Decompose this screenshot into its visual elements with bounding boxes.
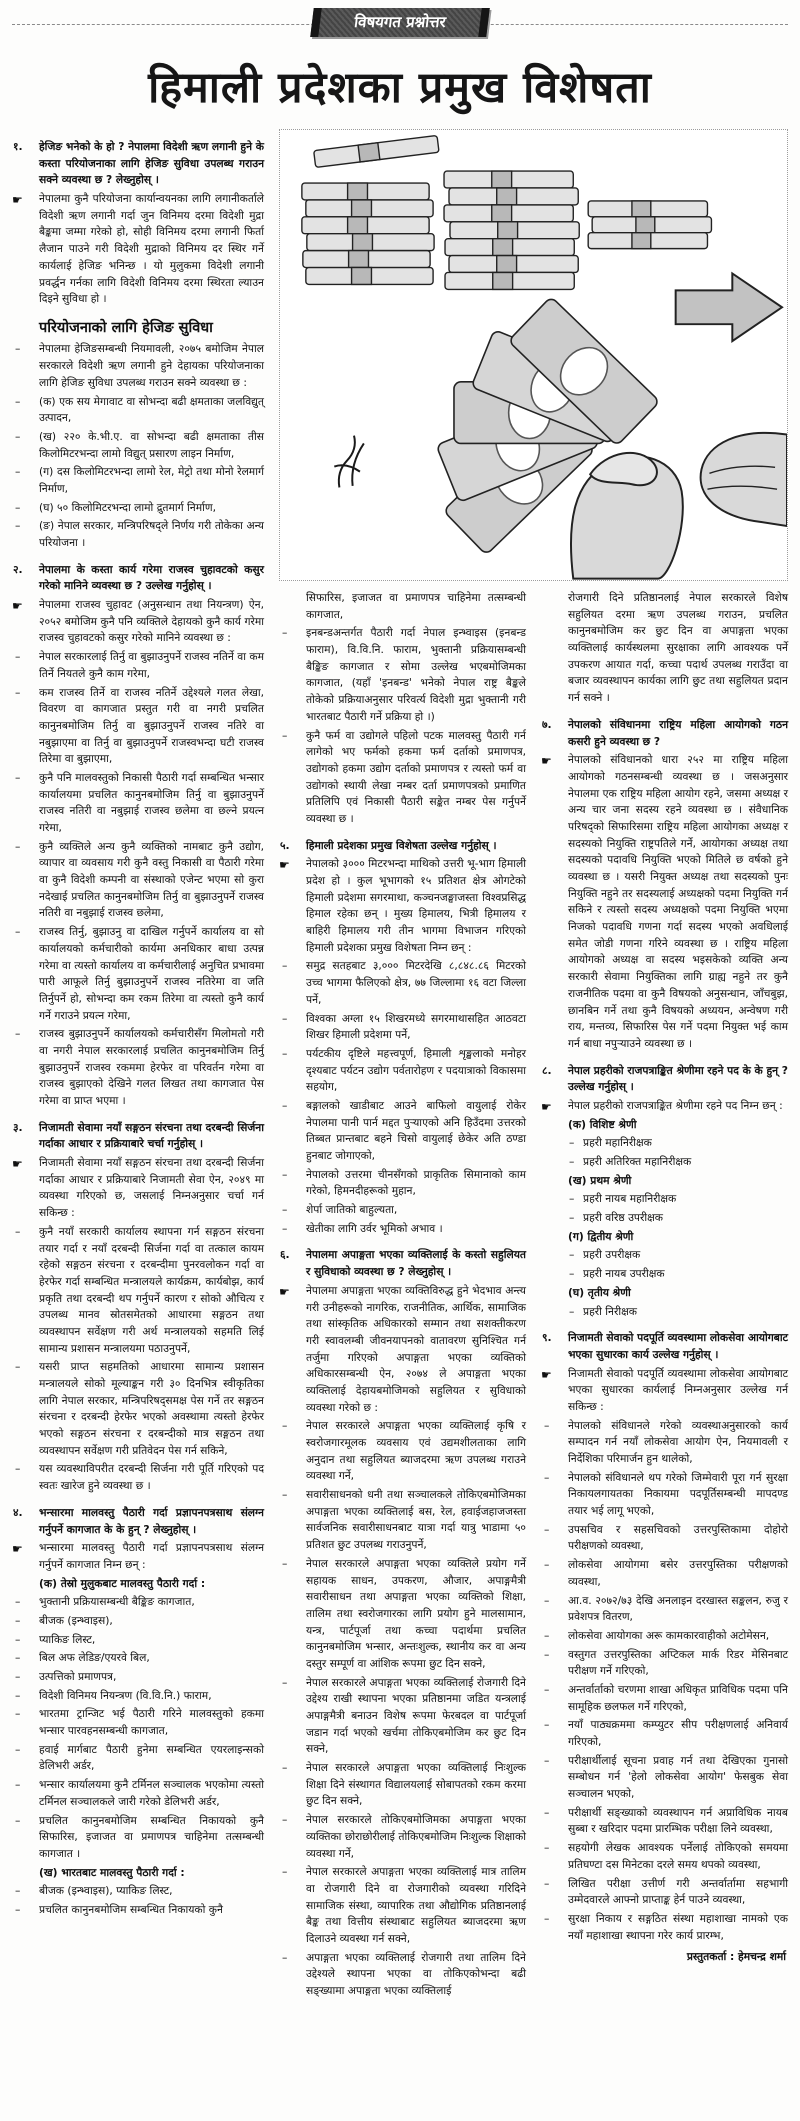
- question-item: [12, 562, 264, 595]
- dash-bullet-icon: –: [15, 1651, 21, 1665]
- dash-bullet-icon: –: [15, 1027, 21, 1041]
- dash-bullet-icon: –: [15, 839, 21, 853]
- body-text: (घ) ५० किलोमिटरभन्दा लामो द्रुतमार्ग निर्माण,: [39, 500, 217, 514]
- list-group-label: [541, 1229, 788, 1246]
- body-text: नेपाल सरकारले अपाङ्गता भएका व्यक्तिलाई निःशुल्क शिक्षा दिने संस्थागत विद्यालयलाई सोबापतको रकम करमा छुट दिन सक्ने,: [306, 1761, 526, 1808]
- dash-bullet-icon: –: [15, 1613, 21, 1627]
- masthead: [12, 8, 788, 48]
- body-text: यस व्यवस्थाविपरीत दरबन्दी सिर्जना गरी पूर्ति गरिएको पद स्वतः खारेज हुने व्यवस्था छ ।: [39, 1462, 264, 1493]
- pointing-hand-icon: ☛: [541, 1099, 552, 1114]
- dash-bullet-icon: –: [15, 1902, 21, 1916]
- bullet-item: [279, 1950, 526, 2000]
- body-text: (ग) द्वितीय श्रेणी: [568, 1229, 634, 1243]
- dash-bullet-icon: –: [15, 925, 21, 939]
- body-text: हवाई मार्गबाट पैठारी हुनेमा सम्बन्धित एयरलाइन्सको डेलिभरी अर्डर,: [39, 1742, 264, 1773]
- right-section: [279, 129, 788, 2002]
- dash-bullet-icon: –: [282, 1167, 288, 1181]
- bullet-item: [12, 649, 264, 682]
- sub-bullet-item: [541, 1191, 788, 1208]
- bullet-item: [541, 1522, 788, 1555]
- body-text: नेपाल सरकारले तोकिएबमोजिमका अपाङ्गता भएका व्यक्तिका छोराछोरीलाई तोकिएबमोजिम निःशुल्क शिक्षाको व्यवस्था गर्ने,: [306, 1813, 526, 1860]
- continued-paragraph: [541, 590, 788, 707]
- pointing-hand-icon: ☛: [541, 754, 552, 769]
- body-text: पर्यटकीय दृष्टिले महत्त्वपूर्ण, हिमाली शृङ्खलाको मनोहर दृश्यबाट पर्यटन उद्योग पर्वतारोहण र पदयात्राको विकासमा सहयोग,: [306, 1046, 526, 1094]
- pointing-hand-icon: ☛: [12, 1157, 23, 1172]
- sub-bullet-item: [541, 1266, 788, 1283]
- bullet-item: [541, 1593, 788, 1626]
- bullet-item: [279, 1675, 526, 1758]
- bullet-item: [12, 518, 264, 551]
- dash-bullet-icon: –: [282, 1203, 288, 1217]
- body-text: परीक्षार्थी सङ्ख्याको व्यवस्थापन गर्न अप्राविधिक नायब सुब्बा र खरिदार पदमा प्रारम्भिक परीक्षा लिने व्यवस्था,: [568, 1805, 788, 1836]
- bullet-item: [279, 1812, 526, 1862]
- artist-signature: [328, 433, 371, 492]
- pointing-hand-icon: ☛: [279, 858, 290, 873]
- dash-bullet-icon: –: [282, 1046, 288, 1060]
- bullet-item: [279, 1556, 526, 1673]
- question-number: ७.: [542, 717, 552, 731]
- body-text: यसरी प्राप्त सहमतिको आधारमा सामान्य प्रशासन मन्त्रालयले सोको मूल्याङ्कन गरी ३० दिनभित्र स्वीकृतिका लागि नेपाल सरकार, मन्त्रिपरिषद्समक्ष पेस गर्ने तर सङ्गठन संरचना र दरबन्दी हेरफेर भएको अवस्थामा त्यस्तो हेरफेर भएको सङ्गठन संरचना र दरबन्दीको मात्र सङ्गठन तथा व्यवस्थापन सर्वेक्षण गरी प्रतिवेदन पेस गर्न सकिने,: [39, 1360, 264, 1457]
- dash-bullet-icon: –: [15, 1884, 21, 1898]
- dash-bullet-icon: –: [15, 465, 21, 479]
- body-text: प्याकिङ लिस्ट,: [39, 1632, 96, 1646]
- dash-bullet-icon: –: [544, 1522, 550, 1536]
- body-text: नेपाल सरकारले अपाङ्गता भएका व्यक्तिलाई रोजगारी दिने उद्देश्य राखी स्थापना भएका प्रतिष्ठानमा जडित यन्त्रलाई अपाङ्गमैत्री बनाउन विशेष रूपमा फेरबदल वा पार्टपूर्जा जडान गर्दा भएको खर्चमा तोकिएबमोजिम कर छुट दिन सक्ने,: [306, 1675, 526, 1756]
- body-text: भन्सार कार्यालयमा कुनै टर्मिनल सञ्चालक भएकोमा त्यस्तो टर्मिनल सञ्चालकले जारी गरेको डेलिभरी अर्डर,: [39, 1778, 264, 1808]
- body-text: अपाङ्गता भएका व्यक्तिलाई रोजगारी तथा तालिम दिने उद्देश्यले स्थापना भएका वा तोकिएकोभन्दा बढी सङ्ख्यामा अपाङ्गता भएका व्यक्तिलाई: [306, 1950, 526, 1997]
- answer-item: [279, 1283, 526, 1417]
- answer-item: [12, 1155, 264, 1222]
- body-text: नेपालमा अपाङ्गता भएका व्यक्तिविरुद्ध हुने भेदभाव अन्त्य गरी उनीहरूको नागरिक, राजनीतिक, आर्थिक, सामाजिक तथा सांस्कृतिक अधिकारको सम्मान तथा सशक्तीकरण गरी स्वावलम्बी जीवनयापनको वातावरण सुनिश्चित गर्न तर्जुमा गरिएको अपाङ्गता भएका व्यक्तिको अधिकारसम्बन्धी ऐन, २०७४ ले अपाङ्गता भएका व्यक्तिलाई देहायबमोजिमको सहुलियत र सुविधाको व्यवस्था गरेको छ :: [306, 1283, 526, 1414]
- bullet-item: [541, 1753, 788, 1803]
- body-text: नेपालको संविधानले थप गरेको जिम्मेवारी पूरा गर्न सुरक्षा निकायलगायतका निकायमा पदपूर्तिसम्बन्धी मापदण्ड तयार भई लागू भएको,: [568, 1470, 788, 1518]
- dash-bullet-icon: –: [15, 1224, 21, 1238]
- body-text: प्रहरी नायब उपरीक्षक: [583, 1267, 665, 1281]
- body-text: नेपालको संविधानको धारा २५२ मा राष्ट्रिय महिला आयोगको गठनसम्बन्धी व्यवस्था छ । जसअनुसार नेपालमा एक राष्ट्रिय महिला आयोग रहने, जसमा अध्यक्ष र अन्य चार जना सदस्य रहने व्यवस्था छ । संवैधानिक परिषद्को सिफारिसमा राष्ट्रिय महिला आयोगका अध्यक्ष र सदस्यको नियुक्ति राष्ट्रपतिले गर्ने, आयोगका अध्यक्ष तथा सदस्यको पदावधि नियुक्ति भएको मितिले छ वर्षको हुने व्यवस्था छ । यसरी नियुक्त अध्यक्ष तथा सदस्यको पुनः नियुक्ति नहुने तर सदस्यलाई अध्यक्षको पदमा नियुक्ति गर्न सकिने र त्यस्तो सदस्य अध्यक्षको पदमा नियुक्ति भएमा निजको पदावधि गणना गर्दा सदस्य भएको अवधिलाई समेत जोडी गणना गरिने व्यवस्था छ । राष्ट्रिय महिला आयोगको अध्यक्ष वा सदस्य भइसकेको व्यक्ति अन्य सरकारी सेवामा नियुक्तिका लागि ग्राह्य नहुने तर कुनै राजनीतिक पदमा वा कुनै विषयको अनुसन्धान, जाँचबुझ, छानबिन गर्ने तथा कुनै विषयको अध्ययन, अन्वेषण गरी राय, मन्तव्य, सिफारिस पेस गर्ने पदमा नियुक्त भई काम गर्न बाधा नपुऱ्याउने व्यवस्था छ ।: [568, 753, 788, 1050]
- body-text: बीजक (इन्भ्वाइस), प्याकिङ लिस्ट,: [39, 1884, 173, 1898]
- dash-bullet-icon: –: [544, 1593, 550, 1607]
- question-number: ६.: [280, 1248, 290, 1262]
- bullet-item: [279, 625, 526, 725]
- body-text: इनबन्डअन्तर्गत पैठारी गर्दा नेपाल इन्भ्वाइस (इनबन्ड फाराम), वि.वि.नि. फाराम, भुक्तानी प्रक्रियासम्बन्धी बैङ्किङ कागजात र सोमा उल्लेख भएबमोजिमका कागजात, (यहाँ 'इनबन्ड' भनेको नेपाल राष्ट्र बैङ्कले तोकेको प्रक्रियाअनुसार परिवर्त्य विदेशी मुद्रा भुक्तानी गरी भारतबाट पैठारी गर्ने प्रक्रिया हो ।): [306, 626, 526, 723]
- dash-bullet-icon: –: [282, 1950, 288, 1964]
- body-text: निजामती सेवाको पदपूर्ति व्यवस्थामा लोकसेवा आयोगबाट भएका सुधारका कार्यलाई निम्नअनुसार उल्लेख गर्न सकिन्छ :: [568, 1366, 788, 1413]
- bullet-item: [12, 1883, 264, 1900]
- dash-bullet-icon: –: [282, 1675, 288, 1689]
- dash-bullet-icon: –: [15, 1813, 21, 1827]
- dash-bullet-icon: –: [15, 1707, 21, 1721]
- body-text: उत्पत्तिको प्रमाणपत्र,: [39, 1670, 117, 1684]
- bullet-item: [279, 1202, 526, 1219]
- body-text: रोजगारी दिने प्रतिष्ठानलाई नेपाल सरकारले विशेष सहुलियत दरमा ऋण उपलब्ध गराउन, प्रचलित कानुनबमोजिम कर छुट दिन वा अपाङ्गता भएका व्यक्तिलाई कार्यस्थलमा सुरक्षाका लागि आवश्यक पर्ने उपकरण आयात गर्दा, कच्चा पदार्थ उपलब्ध गराउँदा वा बजार व्यवस्थापन कार्यका लागि छुट तथा सहुलियत प्रदान गर्न सक्ने ।: [568, 591, 788, 705]
- body-text: प्रहरी निरीक्षक: [583, 1304, 638, 1318]
- body-text: (ङ) नेपाल सरकार, मन्त्रिपरिषद्ले निर्णय गरी तोकेका अन्य परियोजना ।: [39, 519, 264, 550]
- right-hand: [701, 433, 787, 526]
- question-item: [541, 717, 788, 750]
- bullet-item: [12, 1902, 264, 1919]
- answer-item: [541, 752, 788, 1052]
- money-counting-illustration: [279, 129, 788, 581]
- body-text: (ख) प्रथम श्रेणी: [568, 1173, 632, 1187]
- right-arrow-icon: [676, 273, 782, 341]
- dash-bullet-icon: –: [544, 1558, 550, 1572]
- answer-item: [541, 1366, 788, 1416]
- dash-bullet-icon: –: [282, 1556, 288, 1570]
- dash-bullet-icon: –: [282, 1011, 288, 1025]
- body-text: नेपालमा राजस्व चुहावट (अनुसन्धान तथा नियन्त्रण) ऐन, २०५२ बमोजिम कुनै पनि व्यक्तिले देहायको कुनै कार्य गरेमा राजस्व चुहावटको कसुर गरेको मानिने व्यवस्था छ :: [39, 598, 264, 645]
- dash-bullet-icon: –: [15, 342, 21, 356]
- body-text: सुरक्षा निकाय र सङ्गठित संस्था महाशाखा नामको एक नयाँ महाशाखा स्थापना गरेर कार्य प्रारम्भ,: [568, 1911, 788, 1942]
- body-text: नेपाल प्रहरीको राजपत्राङ्कित श्रेणीमा रहने पद निम्न छन् :: [568, 1098, 783, 1112]
- body-text: आ.व. २०७२/७३ देखि अनलाइन दरखास्त सङ्कलन, रुजु र प्रवेशपत्र वितरण,: [568, 1593, 788, 1624]
- question-number: ५.: [280, 838, 290, 852]
- body-text: लोकसेवा आयोगका अरू कामकारवाहीको अटोमेसन,: [568, 1628, 770, 1642]
- dash-bullet-icon: –: [544, 1628, 550, 1642]
- dash-bullet-icon: –: [569, 1248, 575, 1262]
- body-text: सिफारिस, इजाजत वा प्रमाणपत्र चाहिनेमा तत्सम्बन्धी कागजात,: [306, 591, 526, 621]
- pointing-hand-icon: ☛: [541, 1367, 552, 1382]
- question-text: नेपालको संविधानमा राष्ट्रिय महिला आयोगको गठन कसरी हुने व्यवस्था छ ?: [568, 717, 788, 748]
- body-text: (घ) तृतीय श्रेणी: [568, 1285, 631, 1299]
- question-item: [541, 1063, 788, 1096]
- bullet-item: [12, 464, 264, 497]
- body-text: कुनै पनि मालवस्तुको निकासी पैठारी गर्दा सम्बन्धित भन्सार कार्यालयमा प्रचलित कानुनबमोजिम तिर्नु वा बुझाउनुपर्ने राजस्व नतिरी वा नबुझाई राजस्व छलेमा वा छल्ने प्रयत्न गरेमा,: [39, 770, 264, 835]
- money-illustration-drawing: [280, 130, 787, 580]
- body-text: कुनै फर्म वा उद्योगले पहिलो पटक मालवस्तु पैठारी गर्न लागेको भए फर्मको हकमा फर्म दर्ताको प्रमाणपत्र, उद्योगको हकमा उद्योग दर्ताको प्रमाणपत्र र त्यस्तो फर्म वा उद्योगको स्थायी लेखा नम्बर दर्ता प्रमाणपत्रको प्रमाणित प्रतिलिपि एवं निकासी पैठारी सङ्केत नम्बर पेस गर्नुपर्ने व्यवस्था छ ।: [306, 728, 526, 825]
- dash-bullet-icon: –: [544, 1647, 550, 1661]
- body-text: सहयोगी लेखक आवश्यक पर्नेलाई तोकिएको समयमा प्रतिघण्टा दस मिनेटका दरले समय थपको व्यवस्था,: [568, 1841, 788, 1871]
- dash-bullet-icon: –: [544, 1841, 550, 1855]
- pointing-hand-icon: ☛: [279, 1284, 290, 1299]
- bullet-item: [541, 1682, 788, 1715]
- bullet-item: [279, 1487, 526, 1554]
- body-text: वस्तुगत उत्तरपुस्तिका अप्टिकल मार्क रिडर मेसिनबाट परीक्षण गर्ने गरिएको,: [568, 1647, 788, 1678]
- bullet-item: [12, 1777, 264, 1810]
- sub-bullet-item: [541, 1304, 788, 1321]
- body-text: विश्वका अग्ला १५ शिखरमध्ये सगरमाथासहित आठवटा शिखर हिमाली प्रदेशमा पर्ने,: [306, 1011, 526, 1042]
- dash-bullet-icon: –: [569, 1304, 575, 1318]
- sub-bullet-item: [541, 1210, 788, 1227]
- bullet-item: [12, 1224, 264, 1358]
- body-text: नेपाल सरकारले अपाङ्गता भएका व्यक्तिले प्रयोग गर्ने सहायक साधन, उपकरण, औजार, अपाङ्गमैत्री सवारीसाधन तथा अपाङ्गता भएका व्यक्तिको शिक्षा, तालिम तथा स्वरोजगारका लागि प्रयोग हुने मालसामान, यन्त्र, पार्टपूर्जा तथा कच्चा पदार्थमा प्रचलित कानुनबमोजिम भन्सार, अन्तःशुल्क, स्थानीय कर वा अन्य दस्तुर सम्पूर्ण वा आंशिक रूपमा छुट दिन सक्ने,: [306, 1556, 526, 1670]
- question-number: १.: [13, 140, 23, 153]
- dash-bullet-icon: –: [544, 1876, 550, 1890]
- body-text: नेपाल सरकारलाई तिर्नु वा बुझाउनुपर्ने राजस्व नतिर्ने वा कम तिर्ने नियतले कुनै काम गरेमा,: [39, 650, 264, 680]
- body-text: (क) विशिष्ट श्रेणी: [568, 1117, 637, 1131]
- presenter-credit: [541, 1949, 788, 1966]
- dash-bullet-icon: –: [282, 1098, 288, 1112]
- bullet-item: [279, 1167, 526, 1200]
- dash-bullet-icon: –: [569, 1192, 575, 1206]
- question-item: [12, 139, 264, 189]
- bullet-item: [12, 1461, 264, 1494]
- body-text: परियोजनाको लागि हेजिङ सुविधा: [39, 319, 213, 336]
- dash-bullet-icon: –: [15, 1462, 21, 1476]
- dash-bullet-icon: –: [569, 1155, 575, 1168]
- body-text: राजस्व बुझाउनुपर्ने कार्यालयको कर्मचारीसँग मिलोमतो गरी वा नगरी नेपाल सरकारलाई प्रचलित कानुनबमोजिम तिर्नु बुझाउनुपर्ने राजस्व रकममा हेरफेर वा परिवर्तन गरेमा वा राजस्व बुझाएको देखिने गलत लिखत तथा कागजात पेस गरेमा वा प्राप्त भएमा ।: [39, 1027, 264, 1108]
- body-text: कुनै नयाँ सरकारी कार्यालय स्थापना गर्न सङ्गठन संरचना तयार गर्दा र नयाँ दरबन्दी सिर्जना गर्दा वा तत्काल कायम रहेको सङ्गठन संरचना र दरबन्दीमा पुनरवलोकन गर्दा वा हेरफेर गर्दा सम्बन्धित मन्त्रालयले कार्यक्रम, कार्यबोझ, कार्य प्रकृति तथा दरबन्दी थप गर्नुपर्ने कारण र सोको औचित्य र उपलब्ध मानव स्रोतसमेतको आधारमा सङ्गठन तथा व्यवस्थापन सर्वेक्षण गरी अर्थ मन्त्रालयको सहमति लिई सामान्य प्रशासन मन्त्रालयमा पठाउनुपर्ने,: [39, 1224, 264, 1355]
- answer-item: [12, 1540, 264, 1573]
- continued-paragraph: [279, 590, 526, 623]
- question-text: निजामती सेवामा नयाँ सङ्गठन संरचना तथा दरबन्दी सिर्जना गर्दाका आधार र प्रक्रियाबारे चर्चा गर्नुहोस् ।: [39, 1120, 264, 1151]
- body-text: भारतमा ट्रान्जिट भई पैठारी गरिने मालवस्तुको हकमा भन्सार पारवहनसम्बन्धी कागजात,: [39, 1707, 264, 1738]
- dash-bullet-icon: –: [15, 650, 21, 664]
- sub-bullet-item: [541, 1247, 788, 1264]
- dash-bullet-icon: –: [282, 1488, 288, 1502]
- bullet-item: [12, 1688, 264, 1705]
- body-text: बिल अफ लेडिङ/एयरवे बिल,: [39, 1651, 150, 1665]
- bullet-item: [279, 1221, 526, 1238]
- dash-bullet-icon: –: [282, 1221, 288, 1235]
- question-item: [541, 1330, 788, 1363]
- question-number: ३.: [13, 1120, 23, 1134]
- bullet-item: [541, 1628, 788, 1645]
- section-badge: [310, 8, 490, 37]
- body-text: नेपालको संविधानले गरेको व्यवस्थाअनुसारको कार्य सम्पादन गर्न नयाँ लोकसेवा आयोग ऐन, नियमावली र निर्देशिका परिमार्जन हुन थालेको,: [568, 1418, 788, 1465]
- bullet-item: [279, 1418, 526, 1485]
- body-text: नेपालको उत्तरमा चीनसँगको प्राकृतिक सिमानाको काम गरेको, हिमनदीहरूको मुहान,: [306, 1167, 526, 1198]
- question-text: हेजिङ भनेको के हो ? नेपालमा विदेशी ऋण लगानी हुने के कस्ता परियोजनाका लागि हेजिङ सुविधा उपलब्ध गराउन सक्ने व्यवस्था छ ? लेख्नुहोस् ।: [39, 140, 264, 187]
- bullet-item: [279, 1046, 526, 1096]
- bullet-item: [279, 1864, 526, 1947]
- body-text: लिखित परीक्षा उत्तीर्ण गरी अन्तर्वार्तामा सहभागी उम्मेदवारले आफ्नो प्राप्ताङ्क हेर्न पाउने व्यवस्था,: [568, 1876, 788, 1907]
- question-item: [12, 1120, 264, 1153]
- body-text: (क) तेस्रो मुलुकबाट मालवस्तु पैठारी गर्दा :: [39, 1576, 206, 1590]
- lower-columns: [279, 590, 788, 2002]
- bullet-item: [541, 1911, 788, 1944]
- body-text: सवारीसाधनको धनी तथा सञ्चालकले तोकिएबमोजिमका अपाङ्गता भएका व्यक्तिलाई बस, रेल, हवाईजहाजजस्ता सार्वजनिक सवारीसाधनबाट यात्रा गर्दा यात्रु भाडामा ५० प्रतिशत छुट उपलब्ध गराउनुपर्ने,: [306, 1488, 526, 1552]
- dash-bullet-icon: –: [15, 1595, 21, 1609]
- bullet-item: [12, 924, 264, 1024]
- body-text: नेपाल सरकारले अपाङ्गता भएका व्यक्तिलाई मात्र तालिम वा रोजगारी दिने वा रोजगारीको व्यवस्था गरिदिने सामाजिक संस्था, व्यापारिक तथा औद्योगिक प्रतिष्ठानलाई बैङ्क तथा वित्तीय संस्थाबाट सहुलियत ब्याजदरमा ऋण दिलाउने व्यवस्था गर्न सक्ने,: [306, 1865, 526, 1945]
- body-text: अन्तर्वार्ताको चरणमा शाखा अधिकृत प्राविधिक पदमा पनि सामूहिक छलफल गर्ने गरिएको,: [568, 1682, 788, 1713]
- question-text: हिमाली प्रदेशका प्रमुख विशेषता उल्लेख गर्नुहोस् ।: [306, 838, 497, 852]
- dash-bullet-icon: –: [544, 1911, 550, 1925]
- body-text: निजामती सेवामा नयाँ सङ्गठन संरचना तथा दरबन्दी सिर्जना गर्दाका आधार र प्रक्रियाबारे निजामती सेवा ऐन, २०४९ मा व्यवस्था गरिएको छ, जसलाई निम्नअनुसार चर्चा गर्न सकिन्छ :: [39, 1156, 264, 1220]
- bullet-item: [12, 1706, 264, 1739]
- dash-bullet-icon: –: [15, 394, 21, 408]
- question-text: निजामती सेवाको पदपूर्ति व्यवस्थामा लोकसेवा आयोगबाट भएका सुधारका कार्य उल्लेख गर्नुहोस् ।: [568, 1331, 788, 1361]
- body-text: (ख) २२० के.भी.ए. वा सोभन्दा बढी क्षमताका तीस किलोमिटरभन्दा लामो विद्युत् प्रसारण लाइन निर्माण,: [39, 429, 264, 460]
- bullet-item: [12, 500, 264, 517]
- body-text: नेपालमा हेजिङसम्बन्धी नियमावली, २०७५ बमोजिम नेपाल सरकारले विदेशी ऋण लगानी हुने देहायका परियोजनाका लागि हेजिङ सुविधा उपलब्ध गराउन सक्ने व्यवस्था छ :: [39, 342, 264, 389]
- dash-bullet-icon: –: [282, 1419, 288, 1433]
- question-number: ४.: [13, 1505, 23, 1519]
- question-text: नेपाल प्रहरीको राजपत्राङ्कित श्रेणीमा रहने पद के के हुन् ? उल्लेख गर्नुहोस् ।: [568, 1063, 788, 1094]
- column-1: [12, 129, 264, 1921]
- dash-bullet-icon: –: [544, 1470, 550, 1484]
- list-group-label: [12, 1576, 264, 1593]
- body-text: बीजक (इन्भ्वाइस),: [39, 1613, 113, 1627]
- dash-bullet-icon: –: [282, 959, 288, 973]
- page-title: हिमाली प्रदेशका प्रमुख विशेषता: [148, 63, 652, 113]
- dash-bullet-icon: –: [15, 429, 21, 443]
- dash-bullet-icon: –: [544, 1718, 550, 1732]
- bullet-item: [541, 1717, 788, 1750]
- question-text: नेपालमा के कस्ता कार्य गरेमा राजस्व चुहावटको कसुर गरेको मानिने व्यवस्था छ ? उल्लेख गर्नुहोस् ।: [39, 562, 264, 593]
- body-text: भुक्तानी प्रक्रियासम्बन्धी बैङ्किङ कागजात,: [39, 1595, 195, 1609]
- article-body: [12, 129, 788, 2002]
- pointing-hand-icon: ☛: [12, 193, 23, 208]
- body-text: परीक्षार्थीलाई सूचना प्रवाह गर्न तथा देखिएका गुनासो सम्बोधन गर्न 'हेलो लोकसेवा आयोग' फेसबुक सेवा सञ्चालन भएको,: [568, 1753, 788, 1801]
- answer-item: [12, 597, 264, 647]
- pointing-hand-icon: ☛: [12, 1542, 23, 1557]
- body-text: (क) एक सय मेगावाट वा सोभन्दा बढी क्षमताका जलविद्युत् उत्पादन,: [39, 394, 264, 425]
- section-badge-label: विषयगत प्रश्नोत्तर: [353, 13, 447, 31]
- dash-bullet-icon: –: [569, 1211, 575, 1225]
- dash-bullet-icon: –: [544, 1418, 550, 1432]
- body-text: प्रहरी नायब महानिरीक्षक: [583, 1192, 677, 1206]
- bullet-item: [279, 958, 526, 1008]
- bullet-item: [12, 839, 264, 922]
- bullet-item: [12, 429, 264, 462]
- dash-bullet-icon: –: [15, 1670, 21, 1684]
- dash-bullet-icon: –: [569, 1136, 575, 1150]
- question-text: नेपालमा अपाङ्गता भएका व्यक्तिलाई के कस्तो सहुलियत र सुविधाको व्यवस्था छ ? लेख्नुहोस् ।: [306, 1248, 526, 1279]
- body-text: कुनै व्यक्तिले अन्य कुनै व्यक्तिको नामबाट कुनै उद्योग, व्यापार वा व्यवसाय गरी कुनै वस्तु निकासी वा पैठारी गरेमा वा कुनै विदेशी कम्पनी वा संस्थाको एजेन्ट भएमा सो कुरा नदेखाई प्रचलित कानुनबमोजिम तिर्नु वा बुझाउनुपर्ने राजस्व नतिरी वा नबुझाई राजस्व छलेमा,: [39, 839, 264, 920]
- body-text: नयाँ पाठ्यक्रममा कम्प्युटर सीप परीक्षणलाई अनिवार्य गरिएको,: [568, 1718, 788, 1748]
- dash-bullet-icon: –: [282, 1813, 288, 1827]
- bullet-item: [12, 1594, 264, 1611]
- dash-bullet-icon: –: [15, 519, 21, 533]
- dash-bullet-icon: –: [15, 770, 21, 784]
- body-text: नेपाल सरकारले अपाङ्गता भएका व्यक्तिलाई कृषि र स्वरोजगारमूलक व्यवसाय एवं उद्यमशीलताका लागि अनुदान तथा सहुलियत ब्याजदरमा ऋण उपलब्ध गराउने व्यवस्था गर्ने,: [306, 1419, 526, 1483]
- bullet-item: [12, 1026, 264, 1109]
- bullet-item: [541, 1418, 788, 1468]
- bullet-item: [279, 1760, 526, 1810]
- question-number: ८.: [542, 1063, 552, 1077]
- dash-bullet-icon: –: [544, 1682, 550, 1696]
- column-3: [541, 590, 788, 1968]
- body-text: उपसचिव र सहसचिवको उत्तरपुस्तिकामा दोहोरो परीक्षणको व्यवस्था,: [568, 1522, 788, 1553]
- body-text: (ख) भारतबाट मालवस्तु पैठारी गर्दा :: [39, 1865, 185, 1879]
- question-number: ९.: [542, 1331, 552, 1345]
- bullet-item: [12, 1742, 264, 1775]
- dash-bullet-icon: –: [544, 1805, 550, 1819]
- dash-bullet-icon: –: [15, 1778, 21, 1792]
- dash-bullet-icon: –: [15, 1688, 21, 1702]
- question-item: [279, 1247, 526, 1280]
- bullet-item: [12, 685, 264, 768]
- bullet-item: [541, 1557, 788, 1590]
- answer-item: [12, 191, 264, 308]
- question-text: भन्सारमा मालवस्तु पैठारी गर्दा प्रज्ञापनपत्रसाथ संलग्न गर्नुपर्ने कागजात के के हुन् ? लेख्नुहोस् ।: [39, 1505, 264, 1536]
- dash-bullet-icon: –: [15, 1632, 21, 1646]
- bullet-item: [12, 1359, 264, 1459]
- body-text: समुद्र सतहबाट ३,००० मिटरदेखि ८,८४८.८६ मिटरको उच्च भागमा फैलिएको क्षेत्र, ७७ जिल्लामा १६ वटा जिल्ला पर्ने,: [306, 959, 526, 1006]
- body-text: प्रचलित कानुनबमोजिम सम्बन्धित निकायको कुनै सिफारिस, इजाजत वा प्रमाणपत्र चाहिनेमा तत्सम्बन्धी कागजात ।: [39, 1813, 264, 1860]
- dash-bullet-icon: –: [569, 1267, 575, 1281]
- body-text: नेपालको ३००० मिटरभन्दा माथिको उत्तरी भू-भाग हिमाली प्रदेश हो । कुल भूभागको १५ प्रतिशत क्षेत्र ओगटेको हिमाली प्रदेशमा सगरमाथा, कञ्चनजङ्घाजस्ता विश्वप्रसिद्ध हिमाल रहेका छन् । मुख्य हिमालय, भित्री हिमालय र बाहिरी हिमालय गरी तीन भागमा विभाजन गरिएको हिमाली प्रदेशका प्रमुख विशेषता निम्न छन् :: [306, 857, 526, 954]
- answer-item: [541, 1098, 788, 1115]
- body-text: प्रचलित कानुनबमोजिम सम्बन्धित निकायको कुनै: [39, 1902, 223, 1916]
- list-group-label: [541, 1173, 788, 1190]
- list-group-label: [541, 1117, 788, 1134]
- question-number: २.: [13, 562, 23, 576]
- dash-bullet-icon: –: [282, 626, 288, 640]
- bullet-item: [279, 1098, 526, 1165]
- bullet-item: [12, 1669, 264, 1686]
- dash-bullet-icon: –: [15, 685, 21, 699]
- answer-item: [279, 856, 526, 956]
- body-text: राजस्व तिर्नु, बुझाउनु वा दाखिल गर्नुपर्ने कार्यालय वा सो कार्यालयको कर्मचारीको कार्यमा अनधिकार बाधा उत्पन्न गरेमा वा त्यस्तो कार्यालय वा कर्मचारीलाई अनुचित प्रभावमा पारी आफूले तिर्नु बुझाउनुपर्ने राजस्व नतिरेमा वा जति तिर्नुपर्ने हो, सोभन्दा कम रकम तिरेमा वा त्यस्तो कुनै कार्य गर्ने गराउने प्रयत्न गरेमा,: [39, 925, 264, 1022]
- body-text: शेर्पा जातिको बाहुल्यता,: [306, 1203, 398, 1217]
- sub-bullet-item: [541, 1154, 788, 1171]
- body-text: भन्सारमा मालवस्तु पैठारी गर्दा प्रज्ञापनपत्रसाथ संलग्न गर्नुपर्ने कागजात निम्न छन् :: [39, 1541, 264, 1571]
- body-text: लोकसेवा आयोगमा बसेर उत्तरपुस्तिका परीक्षणको व्यवस्था,: [568, 1558, 788, 1588]
- column-2: [279, 590, 526, 2002]
- bullet-item: [12, 1650, 264, 1667]
- sub-bullet-item: [541, 1135, 788, 1152]
- bullet-item: [279, 1011, 526, 1044]
- bullet-item: [541, 1805, 788, 1838]
- pointing-hand-icon: ☛: [12, 599, 23, 614]
- bullet-item: [12, 341, 264, 391]
- dash-bullet-icon: –: [544, 1753, 550, 1767]
- bullet-item: [541, 1840, 788, 1873]
- body-text: नेपालमा कुनै परियोजना कार्यान्वयनका लागि लगानीकर्ताले विदेशी ऋण लगानी गर्दा जुन विनिमय दरमा विदेशी मुद्रा बैङ्कमा जम्मा गरेको हो, सोही विनिमय दरमा लगानी फिर्ता लैजान पाउने गरी विदेशी मुद्राको विनिमय दर स्थिर गर्ने कार्यलाई हेजिङ भनिन्छ । यो मुलुकमा विदेशी लगानी प्रवर्द्धन गर्नका लागि विदेशी विनिमय दरमा स्थिरता ल्याउन दिइने सुविधा हो ।: [39, 192, 264, 306]
- question-item: [279, 838, 526, 855]
- body-text: विदेशी विनिमय नियन्त्रण (वि.वि.नि.) फाराम,: [39, 1688, 212, 1702]
- dash-bullet-icon: –: [282, 728, 288, 742]
- body-text: प्रहरी वरिष्ठ उपरीक्षक: [583, 1211, 664, 1225]
- question-item: [12, 1505, 264, 1538]
- body-text: कम राजस्व तिर्ने वा राजस्व नतिर्ने उद्देश्यले गलत लेखा, विवरण वा कागजात प्रस्तुत गरी वा नगरी प्रचलित कानुनबमोजिम तिर्नु वा बुझाउनुपर्ने राजस्व नतिरे वा नबुझाएमा वा तिर्नु वा बुझाउनुपर्ने राजस्वभन्दा घटी राजस्व तिरेमा वा बुझाएमा,: [39, 685, 264, 766]
- body-text: (ग) दस किलोमिटरभन्दा लामो रेल, मेट्रो तथा मोनो रेलमार्ग निर्माण,: [39, 465, 264, 495]
- body-text: प्रहरी उपरीक्षक: [583, 1248, 641, 1262]
- bullet-item: [541, 1876, 788, 1909]
- bullet-item: [541, 1647, 788, 1680]
- body-text: प्रहरी अतिरिक्त महानिरीक्षक: [583, 1155, 692, 1168]
- body-text: बङ्गालको खाडीबाट आउने बाफिलो वायुलाई रोकेर नेपालमा पानी पार्न मद्दत पुऱ्याएको अनि हिउँदमा उत्तरको तिब्बत प्रान्तबाट बहने चिसो वायुलाई छेकेर अति ठण्डा हुनबाट जोगाएको,: [306, 1098, 526, 1162]
- dash-bullet-icon: –: [15, 500, 21, 514]
- bullet-item: [541, 1470, 788, 1520]
- dash-bullet-icon: –: [15, 1360, 21, 1374]
- bullet-item: [12, 1632, 264, 1649]
- bullet-item: [12, 1613, 264, 1630]
- bullet-item: [12, 1813, 264, 1863]
- bullet-item: [12, 770, 264, 837]
- body-text: प्रहरी महानिरीक्षक: [583, 1136, 652, 1150]
- dash-bullet-icon: –: [282, 1865, 288, 1879]
- list-group-label: [541, 1285, 788, 1302]
- bullet-item: [279, 728, 526, 828]
- bullet-item: [12, 394, 264, 427]
- body-text: प्रस्तुतकर्ता : हेमचन्द्र शर्मा: [686, 1950, 786, 1964]
- dash-bullet-icon: –: [15, 1742, 21, 1756]
- dash-bullet-icon: –: [282, 1761, 288, 1775]
- section-subheading: [12, 317, 264, 340]
- list-group-label: [12, 1865, 264, 1882]
- body-text: खेतीका लागि उर्वर भूमिको अभाव ।: [306, 1221, 443, 1235]
